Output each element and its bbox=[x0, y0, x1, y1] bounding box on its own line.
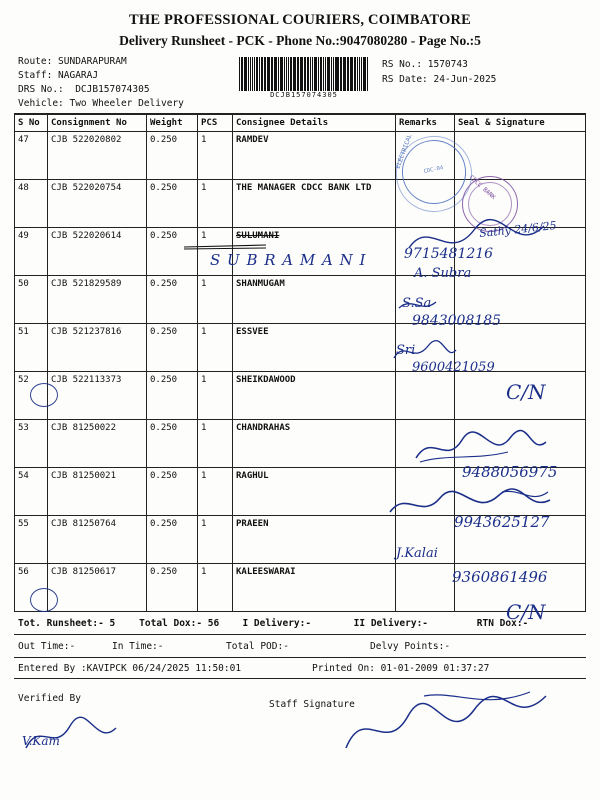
cell-consignment: CJB 81250617 bbox=[48, 564, 147, 612]
col-consignee: Consignee Details bbox=[233, 115, 396, 132]
cell-consignee: KALEESWARAI bbox=[233, 564, 396, 612]
table-row bbox=[15, 420, 586, 468]
hand-row53-phone: 9488056975 bbox=[462, 463, 558, 481]
cell-consignee: ESSVEE bbox=[233, 324, 396, 372]
cell-weight: 0.250 bbox=[147, 468, 198, 516]
cell-sno: 54 bbox=[15, 468, 48, 516]
cell-consignment: CJB 522020614 bbox=[48, 228, 147, 276]
hand-row50-phone: 9843008185 bbox=[412, 313, 502, 329]
rtn-dox: RTN Dox:- bbox=[476, 617, 529, 629]
table-row bbox=[15, 132, 586, 180]
hand-row49-sig: A. Subra bbox=[414, 266, 472, 281]
stamp-text-electrical: ELECTRICAL bbox=[394, 133, 414, 170]
total-dox: Total Dox:- 56 bbox=[139, 617, 220, 629]
barcode bbox=[239, 57, 369, 91]
cell-weight: 0.250 bbox=[147, 420, 198, 468]
col-pcs: PCS bbox=[198, 115, 233, 132]
out-time: Out Time:- bbox=[18, 640, 76, 652]
cell-consignment: CJB 521237816 bbox=[48, 324, 147, 372]
cell-consignee: RAMDEV bbox=[233, 132, 396, 180]
page-subtitle: Delivery Runsheet - PCK - Phone No.:9047080280 - Page No.:5 bbox=[119, 33, 481, 48]
cell-pcs: 1 bbox=[198, 420, 233, 468]
cell-weight: 0.250 bbox=[147, 516, 198, 564]
cell-weight: 0.250 bbox=[147, 228, 198, 276]
cell-consignment: CJB 81250764 bbox=[48, 516, 147, 564]
hand-row51-sig: Sri bbox=[396, 343, 416, 358]
rs-date: RS Date: 24-Jun-2025 bbox=[382, 74, 497, 85]
cell-seal bbox=[455, 132, 586, 180]
entered-by: Entered By :KAVIPCK 06/24/2025 11:50:01 bbox=[18, 662, 242, 674]
total-pod: Total POD:- bbox=[226, 640, 289, 652]
barcode-value: DCJB157074305 bbox=[270, 91, 338, 99]
header-block bbox=[14, 55, 586, 114]
times-row bbox=[14, 635, 586, 658]
cell-pcs: 1 bbox=[198, 180, 233, 228]
tot-runsheet: Tot. Runsheet:- 5 bbox=[18, 617, 116, 629]
cell-seal bbox=[455, 420, 586, 468]
route-label: Route: SUNDARAPURAM bbox=[18, 56, 127, 67]
circled-sno-56 bbox=[30, 588, 58, 612]
verified-by-label: Verified By bbox=[18, 693, 81, 704]
hand-row54-phone: 9943625127 bbox=[454, 513, 550, 531]
cell-sno: 49 bbox=[15, 228, 48, 276]
cell-sno: 52 bbox=[15, 372, 48, 420]
delvy-points: Delvy Points:- bbox=[370, 640, 451, 652]
runsheet-page bbox=[14, 8, 586, 792]
cell-pcs: 1 bbox=[198, 564, 233, 612]
staff-label: Staff: NAGARAJ bbox=[18, 70, 99, 81]
cell-pcs: 1 bbox=[198, 516, 233, 564]
hand-row55-phone: 9360861496 bbox=[452, 568, 548, 586]
hand-row51-phone: 9600421059 bbox=[412, 360, 495, 375]
cell-pcs: 1 bbox=[198, 228, 233, 276]
table-header-row bbox=[15, 115, 586, 132]
hand-row49-sig2: Sathy 24/6/25 bbox=[478, 218, 558, 241]
cell-sno: 56 bbox=[15, 564, 48, 612]
hand-row56-mark: C/N bbox=[506, 600, 546, 624]
in-time: In Time:- bbox=[112, 640, 164, 652]
cell-consignee: SULUMANI bbox=[233, 228, 396, 276]
col-consignment: Consignment No bbox=[48, 115, 147, 132]
cell-pcs: 1 bbox=[198, 372, 233, 420]
cell-sno: 55 bbox=[15, 516, 48, 564]
rs-no: RS No.: 1570743 bbox=[382, 59, 468, 70]
hand-row55-sig: J.Kalai bbox=[396, 546, 438, 561]
stamp-text-cdcc: CDCC BANK bbox=[467, 174, 497, 201]
staff-signature-label: Staff Signature bbox=[269, 699, 355, 710]
cell-consignee: SHANMUGAM bbox=[233, 276, 396, 324]
cell-weight: 0.250 bbox=[147, 180, 198, 228]
footer-block bbox=[14, 612, 586, 679]
cell-weight: 0.250 bbox=[147, 132, 198, 180]
ii-delivery: II Delivery:- bbox=[353, 617, 429, 629]
cell-pcs: 1 bbox=[198, 324, 233, 372]
col-remarks: Remarks bbox=[396, 115, 455, 132]
cell-remarks bbox=[396, 372, 455, 420]
i-delivery: I Delivery:- bbox=[242, 617, 312, 629]
cell-sno: 47 bbox=[15, 132, 48, 180]
cell-consignment: CJB 81250022 bbox=[48, 420, 147, 468]
drs-label: DRS No.: DCJB157074305 bbox=[18, 84, 150, 95]
cell-pcs: 1 bbox=[198, 132, 233, 180]
cell-consignee: CHANDRAHAS bbox=[233, 420, 396, 468]
purple-round-stamp-inner bbox=[468, 182, 512, 226]
hand-row52-mark: C/N bbox=[506, 380, 546, 404]
cell-weight: 0.250 bbox=[147, 276, 198, 324]
cell-sno: 51 bbox=[15, 324, 48, 372]
cell-pcs: 1 bbox=[198, 468, 233, 516]
cell-sno: 50 bbox=[15, 276, 48, 324]
signature-block bbox=[14, 693, 586, 753]
table-row bbox=[15, 324, 586, 372]
cell-consignee: PRAEEN bbox=[233, 516, 396, 564]
cell-consignment: CJB 522020802 bbox=[48, 132, 147, 180]
cell-sno: 48 bbox=[15, 180, 48, 228]
cell-weight: 0.250 bbox=[147, 372, 198, 420]
cell-pcs: 1 bbox=[198, 276, 233, 324]
hand-row49-name: S U B R A M A N I bbox=[210, 251, 367, 269]
company-title: THE PROFESSIONAL COURIERS, COIMBATORE bbox=[128, 12, 472, 28]
vehicle-label: Vehicle: Two Wheeler Delivery bbox=[18, 98, 184, 109]
cell-weight: 0.250 bbox=[147, 564, 198, 612]
cell-weight: 0.250 bbox=[147, 324, 198, 372]
entered-row bbox=[14, 658, 586, 678]
hand-row50-sig: S.Sa bbox=[402, 296, 432, 311]
circled-sno-52 bbox=[30, 383, 58, 407]
cell-consignment: CJB 81250021 bbox=[48, 468, 147, 516]
cell-consignee: SHEIKDAWOOD bbox=[233, 372, 396, 420]
header-right bbox=[382, 57, 496, 87]
table-row bbox=[15, 372, 586, 420]
cell-remarks bbox=[396, 468, 455, 516]
cell-consignment: CJB 521829589 bbox=[48, 276, 147, 324]
totals-row bbox=[14, 612, 586, 635]
cell-consignee: THE MANAGER CDCC BANK LTD bbox=[233, 180, 396, 228]
cell-remarks bbox=[396, 564, 455, 612]
col-seal: Seal & Signature bbox=[455, 115, 586, 132]
col-weight: Weight bbox=[147, 115, 198, 132]
cell-consignee: RAGHUL bbox=[233, 468, 396, 516]
blue-round-stamp: CDC-04 bbox=[396, 134, 472, 210]
col-sno: S No bbox=[15, 115, 48, 132]
hand-verified-sig: V.Kam bbox=[22, 734, 60, 748]
cell-consignment: CJB 522020754 bbox=[48, 180, 147, 228]
printed-on: Printed On: 01-01-2009 01:37:27 bbox=[312, 662, 490, 674]
cell-remarks bbox=[396, 420, 455, 468]
header-left bbox=[18, 55, 184, 111]
hand-row49-phone: 9715481216 bbox=[404, 246, 494, 262]
cell-consignment: CJB 522113373 bbox=[48, 372, 147, 420]
cell-sno: 53 bbox=[15, 420, 48, 468]
